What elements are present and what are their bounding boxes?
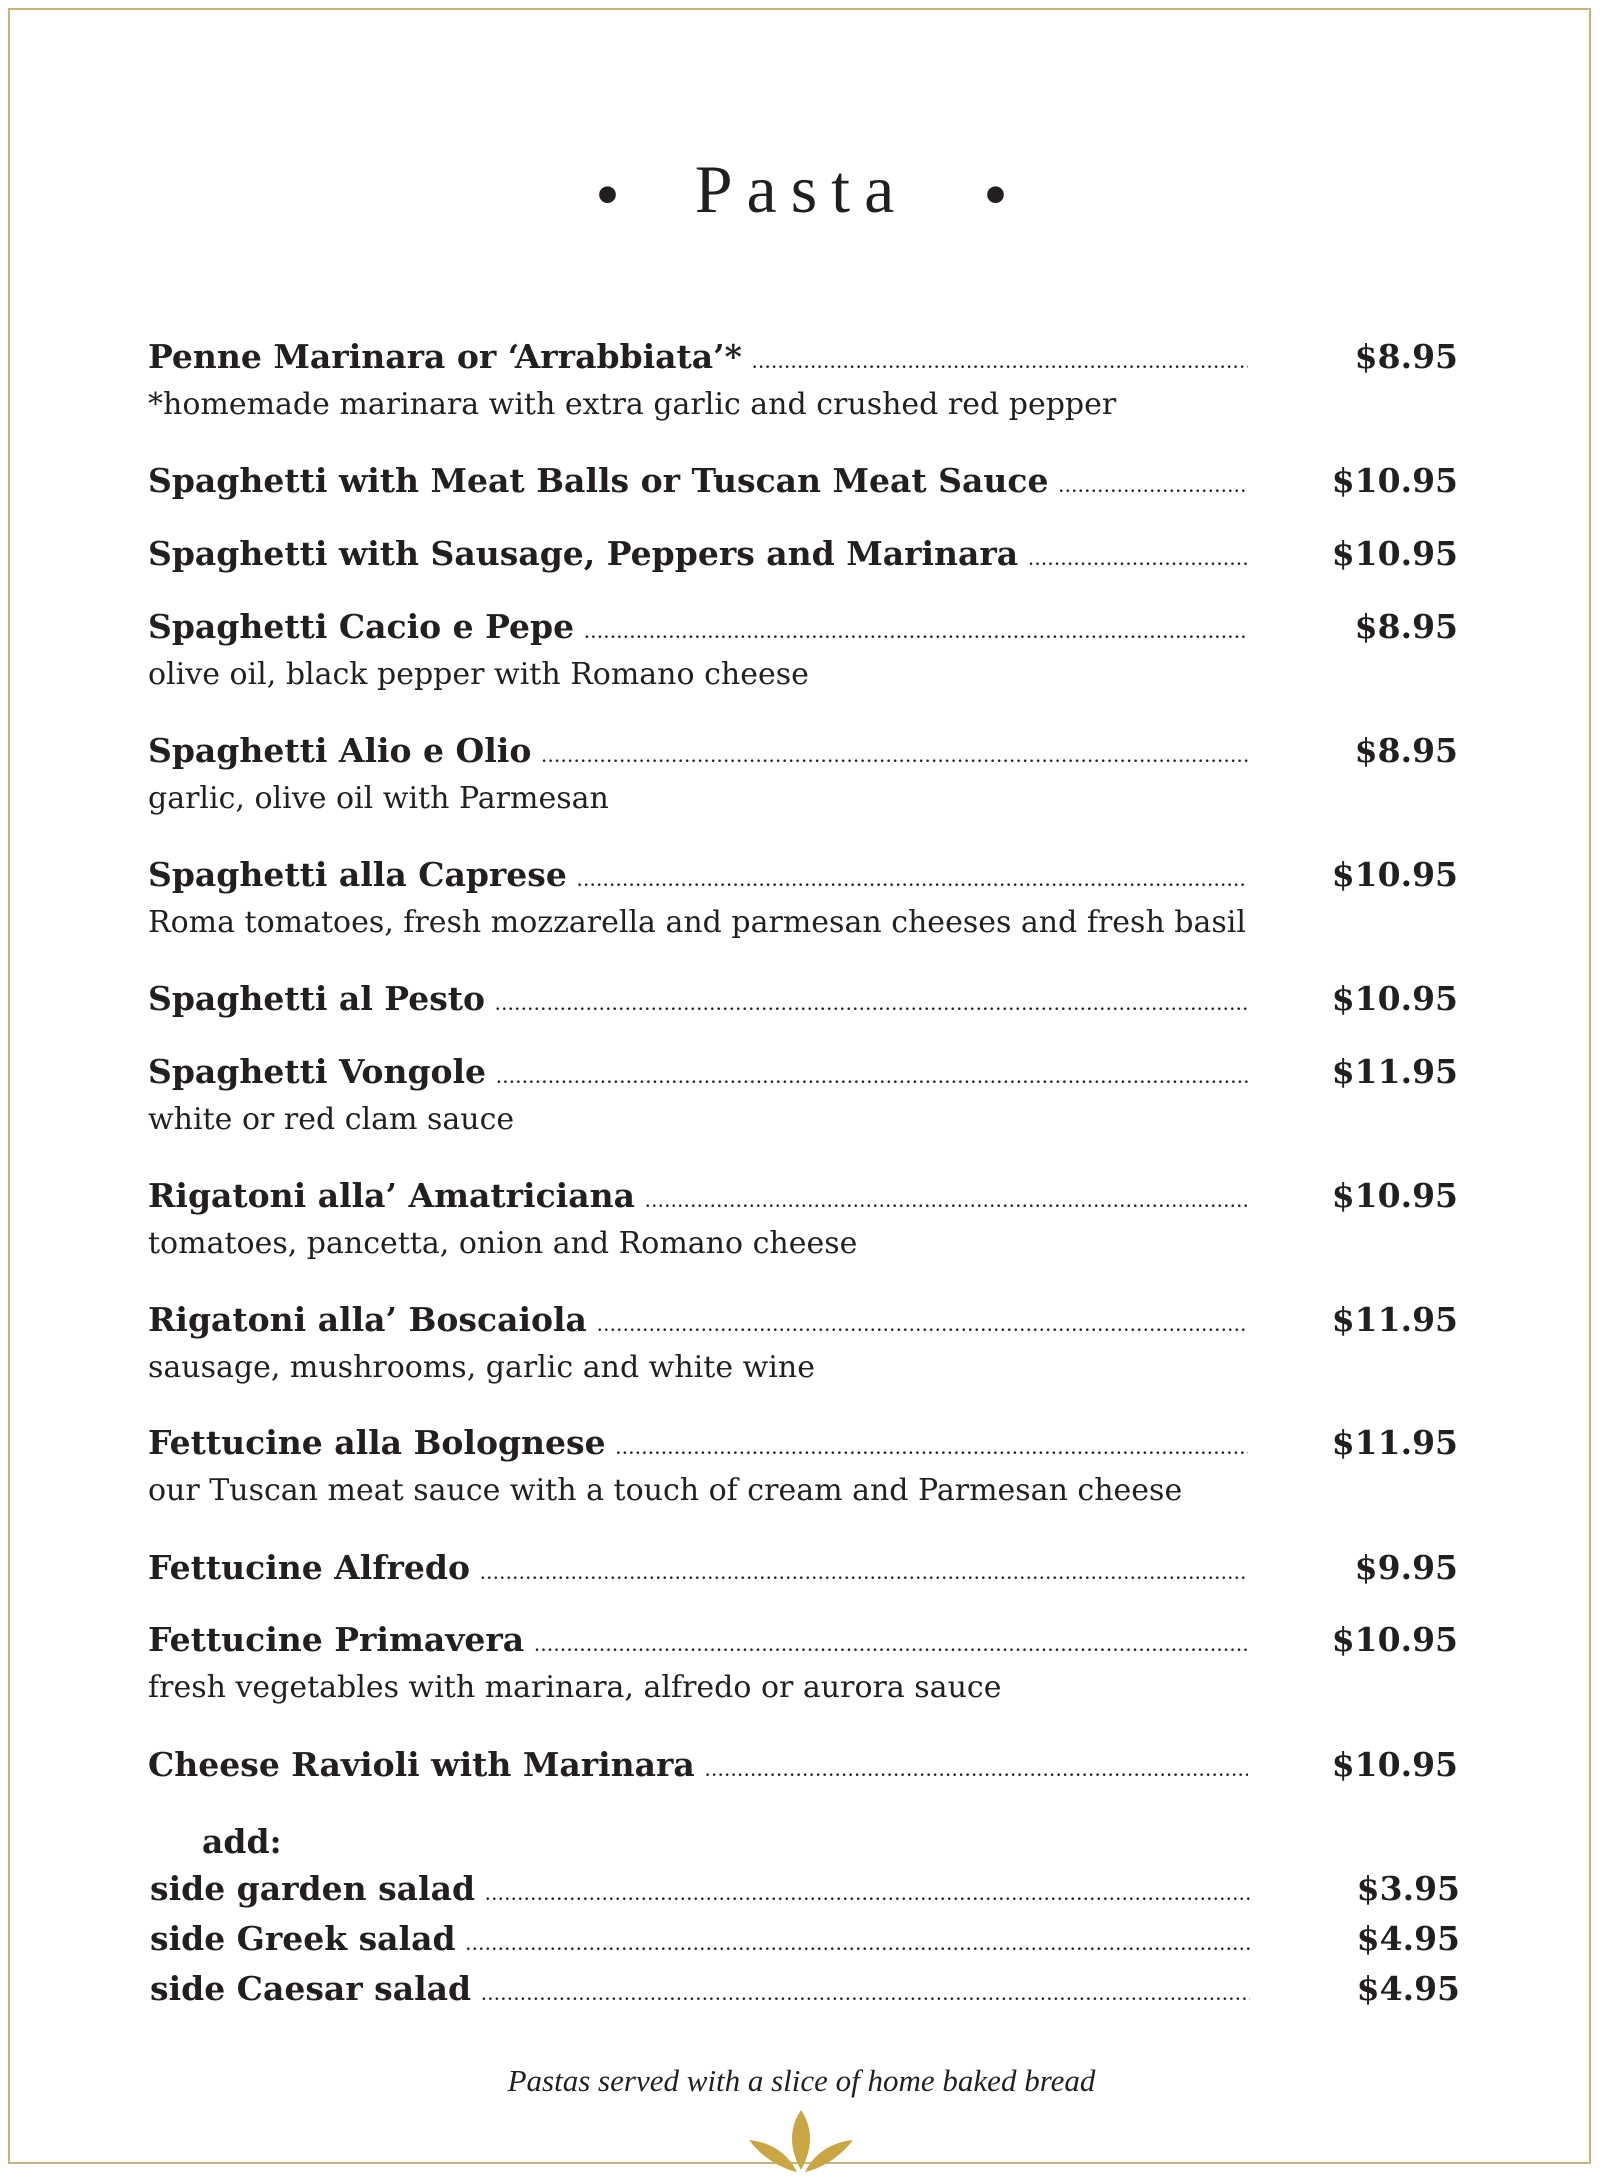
item-description: white or red clam sauce bbox=[148, 1102, 515, 1137]
footer-note: Pastas served with a slice of home baked bread bbox=[507, 2063, 1096, 2098]
dot-leader bbox=[1058, 472, 1248, 498]
item-description: tomatoes, pancetta, onion and Romano cheese bbox=[148, 1226, 858, 1261]
item-price: $10.95 bbox=[1331, 855, 1458, 894]
menu-item bbox=[148, 461, 1458, 511]
item-name: Spaghetti with Sausage, Peppers and Marinara bbox=[148, 534, 1019, 573]
menu-item bbox=[148, 1300, 1458, 1385]
item-description: olive oil, black pepper with Romano cheese bbox=[148, 657, 809, 692]
item-price: $10.95 bbox=[1331, 979, 1458, 1018]
item-name: Rigatoni alla’ Boscaiola bbox=[148, 1300, 587, 1339]
dot-leader bbox=[705, 1756, 1248, 1782]
menu-item bbox=[148, 1176, 1458, 1261]
dot-leader bbox=[541, 742, 1248, 768]
title-dot-left: • bbox=[595, 157, 620, 234]
item-price: $8.95 bbox=[1354, 337, 1458, 376]
extra-item bbox=[150, 1869, 1460, 1919]
item-name: Penne Marinara or ‘Arrabbiata’* bbox=[148, 337, 742, 376]
menu-item bbox=[148, 1620, 1458, 1705]
extra-item bbox=[150, 1919, 1460, 1969]
dot-leader bbox=[485, 1880, 1250, 1906]
dot-leader bbox=[1028, 545, 1248, 571]
menu-item bbox=[148, 1423, 1458, 1508]
dot-leader bbox=[466, 1930, 1250, 1956]
dot-leader bbox=[480, 1559, 1248, 1585]
dot-leader bbox=[584, 618, 1248, 644]
item-description: Roma tomatoes, fresh mozzarella and parmesan cheeses and fresh basil bbox=[148, 905, 1246, 940]
item-description: fresh vegetables with marinara, alfredo or aurora sauce bbox=[148, 1670, 1002, 1705]
dot-leader bbox=[495, 990, 1248, 1016]
menu-item bbox=[148, 855, 1458, 940]
dot-leader bbox=[577, 866, 1248, 892]
dot-leader bbox=[534, 1631, 1248, 1657]
title-dot-right: • bbox=[983, 157, 1008, 234]
item-name: Fettucine alla Bolognese bbox=[148, 1423, 606, 1462]
extra-item bbox=[150, 1969, 1460, 2019]
item-description: our Tuscan meat sauce with a touch of cream and Parmesan cheese bbox=[148, 1473, 1183, 1508]
add-label: add: bbox=[202, 1822, 282, 1861]
dot-leader bbox=[645, 1187, 1248, 1213]
item-price: $8.95 bbox=[1354, 731, 1458, 770]
menu-item bbox=[148, 731, 1458, 816]
item-name: Rigatoni alla’ Amatriciana bbox=[148, 1176, 635, 1215]
extra-price: $4.95 bbox=[1356, 1969, 1460, 2008]
menu-title-text: Pasta bbox=[694, 151, 909, 227]
item-price: $10.95 bbox=[1331, 1620, 1458, 1659]
menu-item bbox=[148, 1052, 1458, 1137]
item-description: garlic, olive oil with Parmesan bbox=[148, 781, 609, 816]
extra-name: side Greek salad bbox=[150, 1919, 456, 1958]
item-name: Fettucine Primavera bbox=[148, 1620, 525, 1659]
item-name: Fettucine Alfredo bbox=[148, 1548, 471, 1587]
item-description: *homemade marinara with extra garlic and crushed red pepper bbox=[148, 387, 1117, 422]
item-name: Spaghetti alla Caprese bbox=[148, 855, 567, 894]
item-name: Spaghetti al Pesto bbox=[148, 979, 486, 1018]
item-price: $10.95 bbox=[1331, 534, 1458, 573]
dot-leader bbox=[496, 1063, 1248, 1089]
menu-item bbox=[148, 1745, 1458, 1795]
extra-name: side garden salad bbox=[150, 1869, 476, 1908]
menu-item bbox=[148, 1548, 1458, 1598]
item-price: $10.95 bbox=[1331, 461, 1458, 500]
item-price: $11.95 bbox=[1331, 1300, 1458, 1339]
item-name: Cheese Ravioli with Marinara bbox=[148, 1745, 695, 1784]
item-name: Spaghetti Vongole bbox=[148, 1052, 487, 1091]
dot-leader bbox=[752, 348, 1248, 374]
item-price: $10.95 bbox=[1331, 1745, 1458, 1784]
menu-item bbox=[148, 607, 1458, 692]
dot-leader bbox=[616, 1434, 1248, 1460]
menu-item bbox=[148, 979, 1458, 1029]
item-description: sausage, mushrooms, garlic and white wine bbox=[148, 1350, 815, 1385]
item-price: $11.95 bbox=[1331, 1052, 1458, 1091]
extra-price: $3.95 bbox=[1356, 1869, 1460, 1908]
item-name: Spaghetti Alio e Olio bbox=[148, 731, 532, 770]
item-price: $9.95 bbox=[1354, 1548, 1458, 1587]
menu-title bbox=[0, 150, 1603, 234]
menu-item bbox=[148, 534, 1458, 584]
extra-name: side Caesar salad bbox=[150, 1969, 472, 2008]
item-price: $10.95 bbox=[1331, 1176, 1458, 1215]
item-name: Spaghetti Cacio e Pepe bbox=[148, 607, 575, 646]
dot-leader bbox=[597, 1311, 1248, 1337]
item-price: $8.95 bbox=[1354, 607, 1458, 646]
item-name: Spaghetti with Meat Balls or Tuscan Meat Sauce bbox=[148, 461, 1049, 500]
menu-item bbox=[148, 337, 1458, 422]
item-price: $11.95 bbox=[1331, 1423, 1458, 1462]
dot-leader bbox=[481, 1980, 1250, 2006]
leaf-ornament-icon bbox=[741, 2108, 861, 2178]
extra-price: $4.95 bbox=[1356, 1919, 1460, 1958]
